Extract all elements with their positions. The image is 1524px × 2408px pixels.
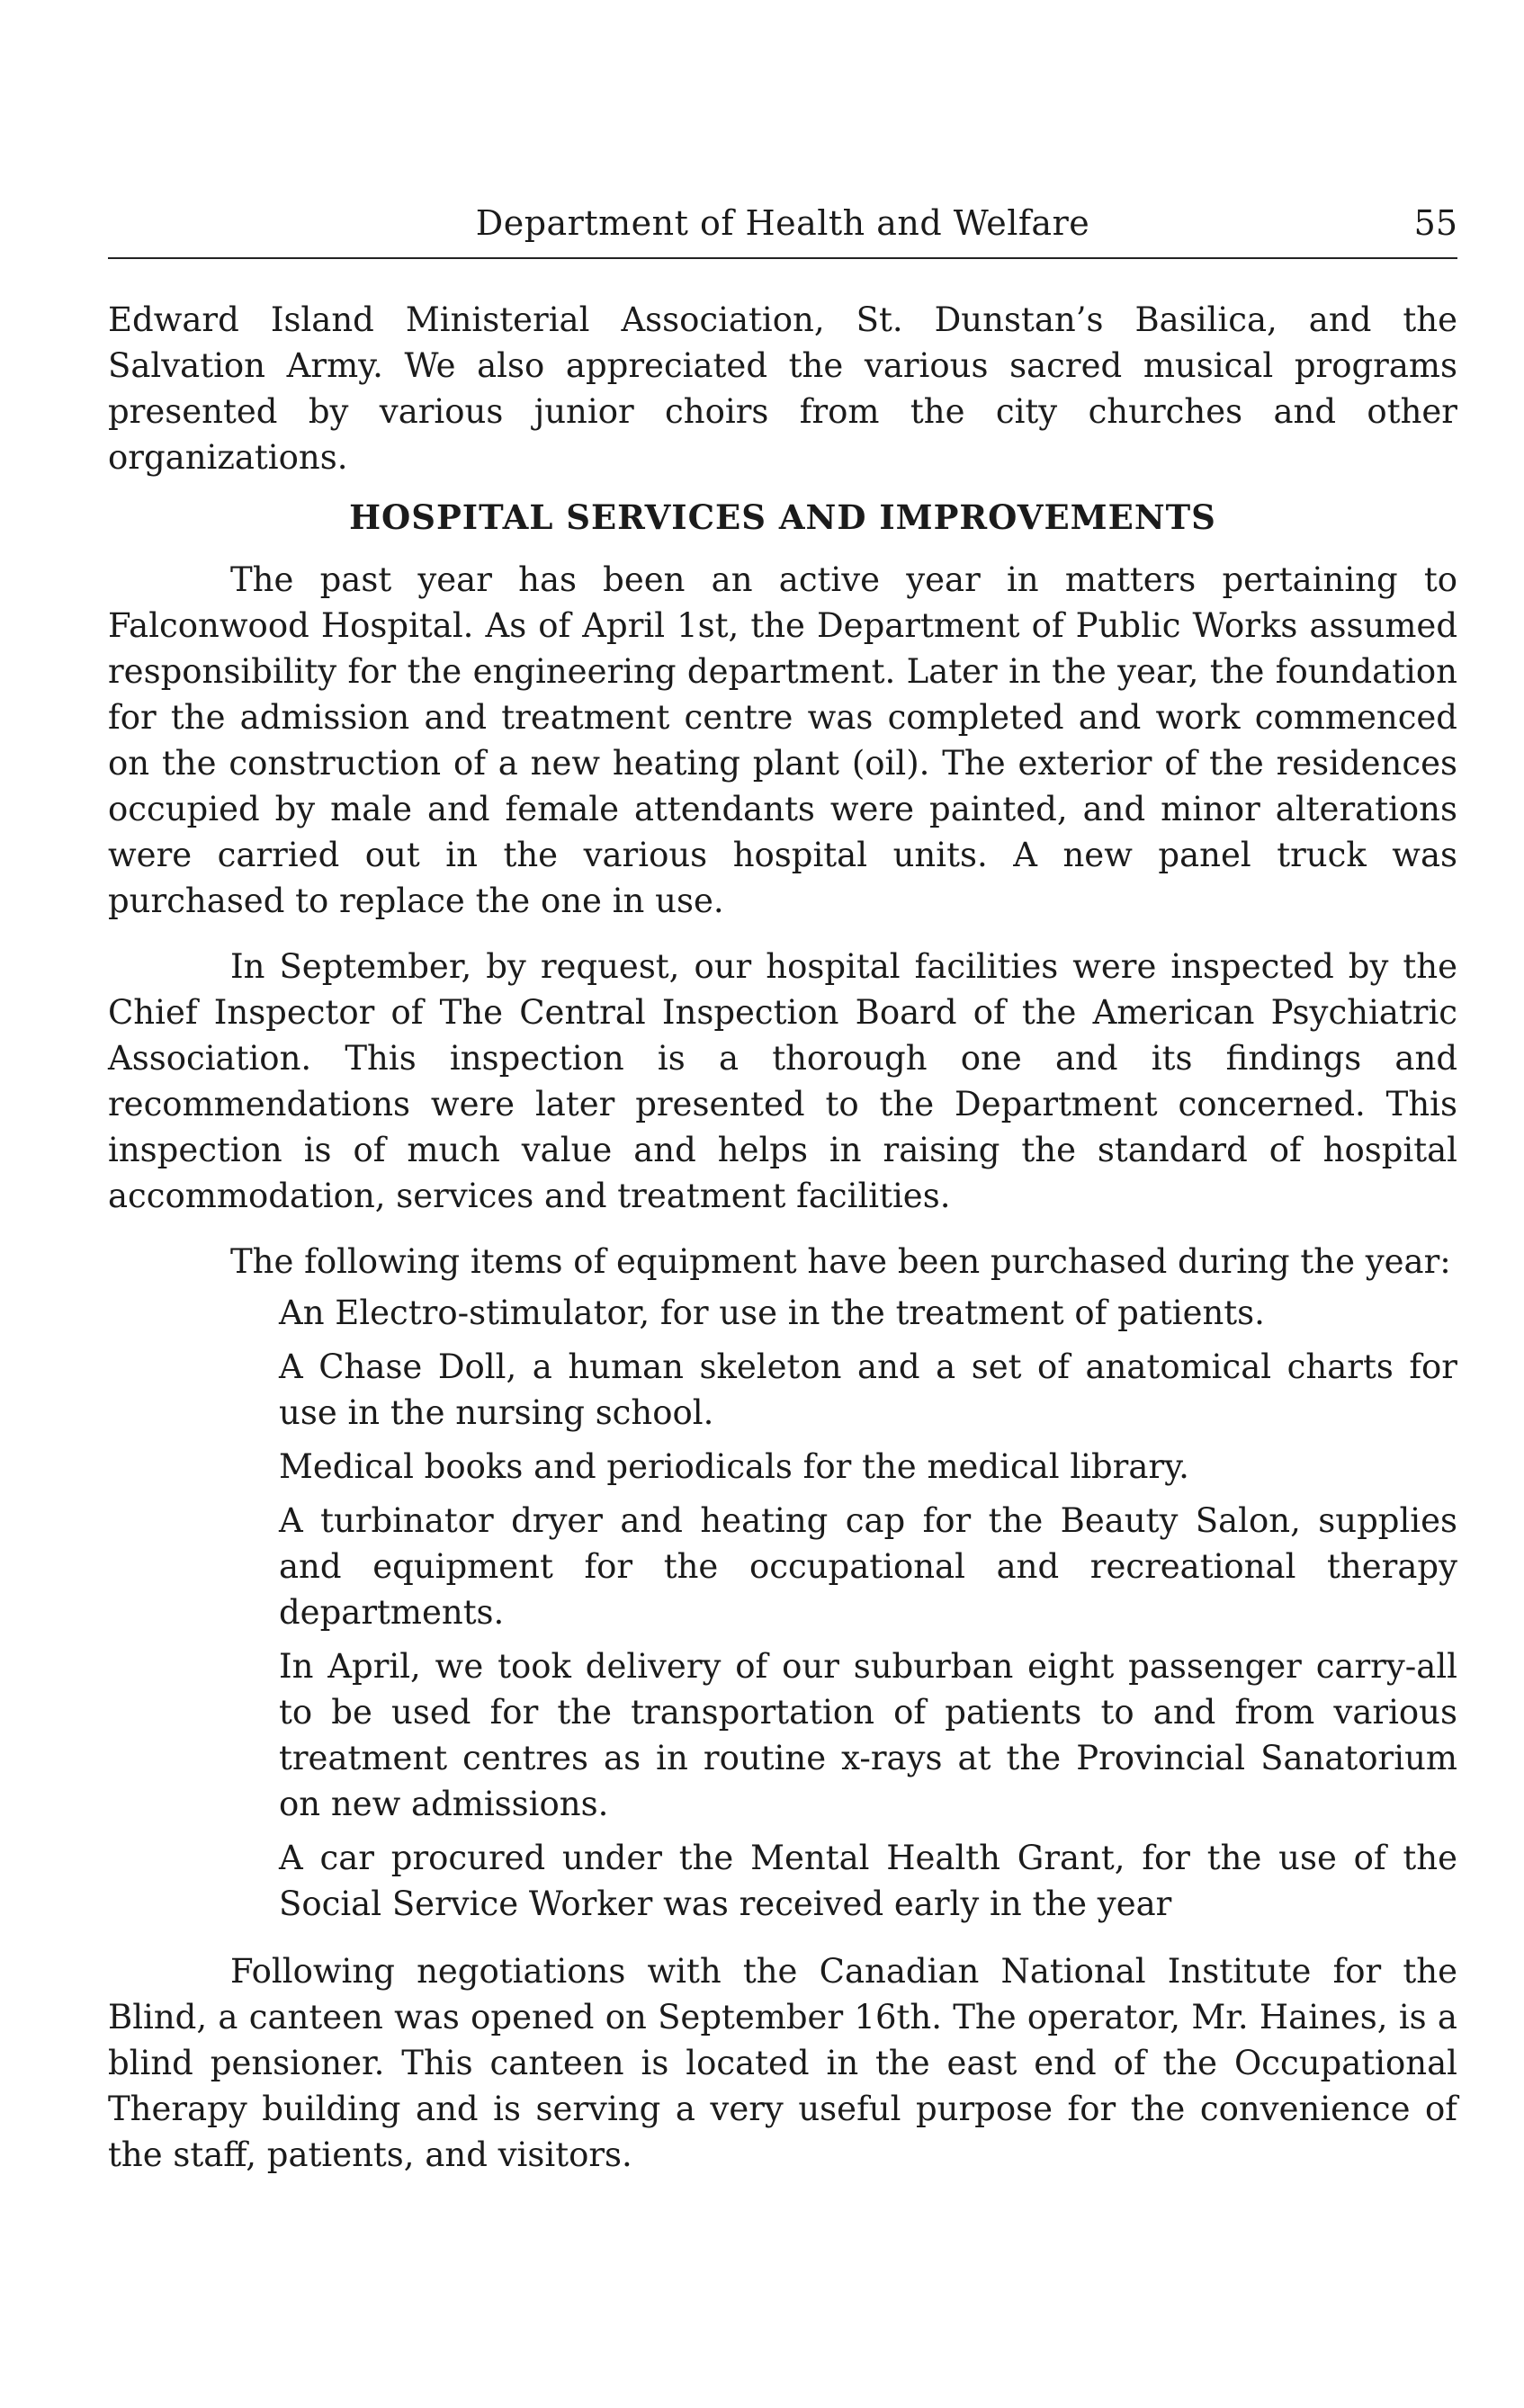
- equipment-item: A turbinator dryer and heating cap for the Beauty Salon, supplies and equipment for the occupational and recreational therapy departments.: [279, 1501, 1457, 1632]
- paragraph-canteen: Following negotiations with the Canadian National Institute for the Blind, a canteen was opened on September 16th. The operator, Mr. Haines, is a blind pensioner. This canteen is located in the east end of the Occupational Therapy building and is serving a very useful purpose for the convenience of the staff, patients, and visitors.: [108, 1952, 1457, 2174]
- paragraph-hospital-activity: The past year has been an active year in matters pertaining to Falconwood Hospital. As of April 1st, the Department of Public Works assumed responsibility for the engineering department. Later in the year, the foundation for the admission and treatment centre was completed and work commenced on the construction of a new heating plant (oil). The exterior of the residences occupied by male and female attendants were painted, and minor alterations were carried out in the various hospital units. A new panel truck was purchased to replace the one in use.: [108, 560, 1457, 920]
- equipment-intro: The following items of equipment have been purchased during the year:: [230, 1242, 1451, 1281]
- equipment-item: Medical books and periodicals for the medical library.: [279, 1447, 1189, 1486]
- equipment-item: A Chase Doll, a human skeleton and a set of anatomical charts for use in the nursing school.: [279, 1347, 1457, 1432]
- paragraph-inspection: In September, by request, our hospital facilities were inspected by the Chief Inspector of The Central Inspection Board of the American Psychiatric Association. This inspection is a thorough one and its findings and recommendations were later presented to the Department concerned. This inspection is of much value and helps in raising the standard of hospital accommodation, services and treatment facilities.: [108, 947, 1457, 1215]
- equipment-item: In April, we took delivery of our suburban eight passenger carry-all to be used for the transportation of patients to and from various treatment centres as in routine x-rays at the Provincial Sanatorium on new admissions.: [279, 1647, 1457, 1823]
- equipment-item: A car procured under the Mental Health Grant, for the use of the Social Service Worker was received early in the year: [279, 1839, 1457, 1923]
- running-header: [108, 194, 1457, 248]
- continuation-paragraph: Edward Island Ministerial Association, St. Dunstan’s Basilica, and the Salvation Army. We also appreciated the various sacred musical programs presented by various junior choirs from the city churches and other organizations.: [108, 300, 1457, 477]
- document-page: [108, 0, 1457, 2408]
- page-number: 55: [1413, 203, 1457, 243]
- equipment-item: An Electro-stimulator, for use in the treatment of patients.: [279, 1294, 1265, 1332]
- equipment-list: [108, 1290, 1457, 1927]
- section-heading: HOSPITAL SERVICES AND IMPROVEMENTS: [349, 497, 1216, 537]
- header-title: Department of Health and Welfare: [475, 203, 1090, 243]
- header-rule: [108, 257, 1457, 259]
- body-text: [108, 297, 1457, 2178]
